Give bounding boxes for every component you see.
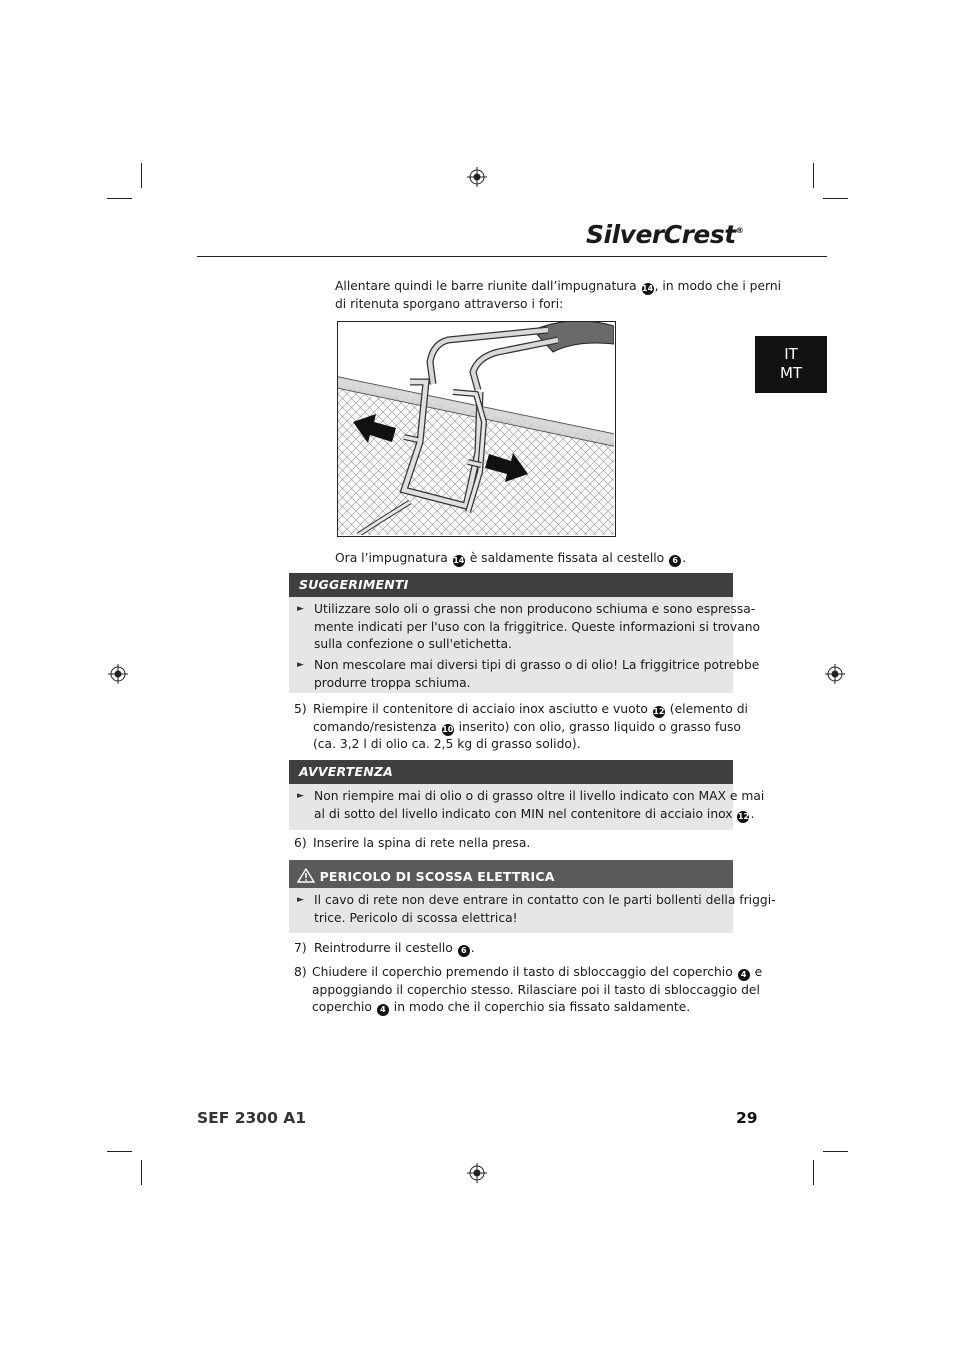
header-rule [197, 256, 827, 257]
step-number: 6) [294, 836, 307, 850]
step-text: Chiudere il coperchio premendo il tasto di sbloccaggio del coperchio 4 e appoggiando il coperchio stesso. Rilasciare poi il tasto di sbloccaggio del coperchio 4 in modo che il coperchio sia fissato saldamente. [312, 965, 763, 1014]
ref-number: 6 [669, 555, 681, 567]
footer-model-number: SEF 2300 A1 [197, 1109, 307, 1127]
registration-mark-icon [467, 167, 487, 187]
step-text: Inserire la spina di rete nella presa. [313, 836, 531, 850]
page-number: 29 [736, 1109, 758, 1127]
tips-heading: SUGGERIMENTI [289, 573, 733, 597]
registration-mark-icon [108, 664, 128, 684]
ref-number: 4 [738, 969, 750, 981]
bullet-arrow-icon: ► [297, 791, 304, 801]
ref-number: 4 [377, 1004, 389, 1016]
bullet-arrow-icon: ► [297, 660, 304, 670]
bullet-arrow-icon: ► [297, 895, 304, 905]
brand-logo: SilverCrest® [586, 220, 744, 249]
intro-paragraph: Allentare quindi le barre riunite dall’impugnatura 14, in modo che i perni di ritenuta sporgano attraverso i fori: [335, 279, 782, 311]
crop-mark [823, 1151, 848, 1152]
registration-mark-icon [467, 1163, 487, 1183]
step-text: Reintrodurre il cestello 6 . [314, 941, 475, 955]
step-text: Riempire il contenitore di acciaio inox asciutto e vuoto 12 (elemento di comando/resistenza 10 inserito) con olio, grasso liquido o grasso fuso (ca. 3,2 l di olio ca. 2,5 kg di grasso solido). [313, 702, 748, 751]
crop-mark [141, 163, 142, 188]
crop-mark [107, 1151, 132, 1152]
tip-item: Utilizzare solo oli o grassi che non producono schiuma e sono espressa- mente indicati per l'uso con la friggitrice. Queste informazioni si trovano sulla confezione o sull'etichetta. [314, 602, 761, 651]
step-number: 7) [294, 941, 307, 955]
ref-number: 6 [458, 945, 470, 957]
crop-mark [107, 198, 132, 199]
ref-number: 14 [642, 284, 654, 293]
basket-handle-illustration [337, 321, 616, 537]
step-number: 5) [294, 702, 307, 716]
ref-number: 12 [653, 707, 665, 716]
registration-mark-icon [825, 664, 845, 684]
ref-number: 12 [737, 811, 750, 821]
crop-mark [823, 198, 848, 199]
tip-item: Non mescolare mai diversi tipi di grasso o di olio! La friggitrice potrebbe produrre troppa schiuma. [314, 658, 760, 690]
danger-item: Il cavo di rete non deve entrare in contatto con le parti bollenti della friggi- trice. Pericolo di scossa elettrica! [314, 893, 776, 925]
warning-triangle-icon [297, 868, 315, 883]
figure-caption: Ora l’impugnatura 14 è saldamente fissata al cestello 6 . [335, 551, 687, 565]
ref-number: 10 [442, 724, 454, 734]
step-number: 8) [294, 965, 307, 979]
danger-heading: PERICOLO DI SCOSSA ELETTRICA [289, 860, 733, 888]
bullet-arrow-icon: ► [297, 604, 304, 614]
language-tab: IT MT [755, 336, 827, 393]
warning-item: Non riempire mai di olio o di grasso oltre il livello indicato con MAX e mai al di sotto del livello indicato con MIN nel contenitore di acciaio inox 12. [314, 789, 765, 821]
ref-number: 14 [453, 556, 465, 565]
warning-heading: AVVERTENZA [289, 760, 733, 784]
crop-mark [141, 1160, 142, 1185]
crop-mark [813, 163, 814, 188]
crop-mark [813, 1160, 814, 1185]
